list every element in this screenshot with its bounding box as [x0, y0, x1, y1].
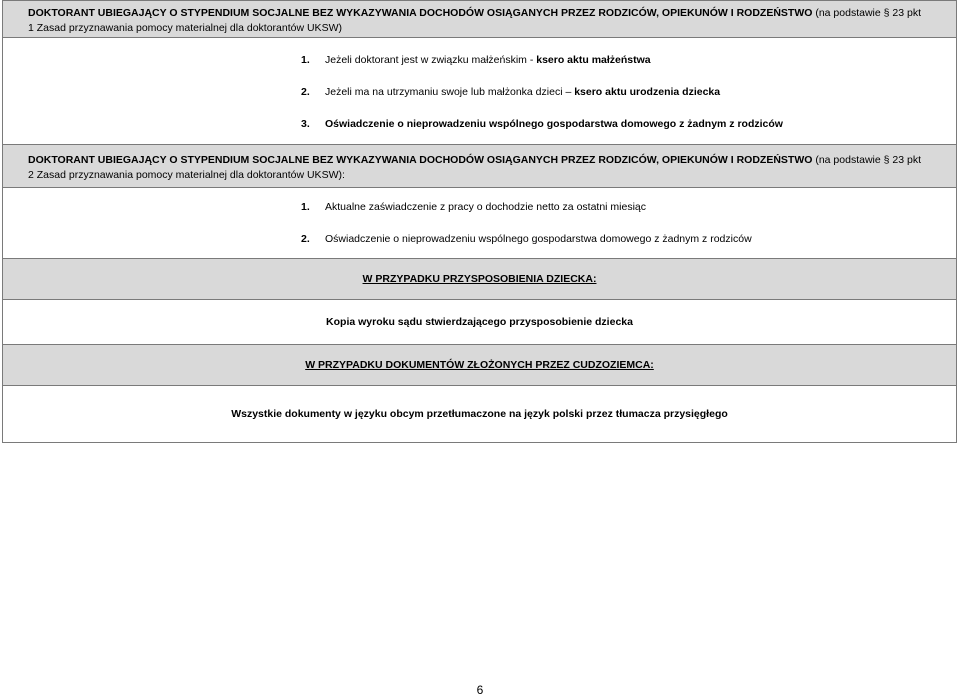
item-text: Oświadczenie o nieprowadzeniu wspólnego gospodarstwa domowego z żadnym z rodziców — [325, 233, 752, 245]
item-number: 2. — [301, 233, 310, 245]
section1-heading-cell — [3, 1, 957, 38]
foreign-heading: W PRZYPADKU DOKUMENTÓW ZŁOŻONYCH PRZEZ CUDZOZIEMCA: — [305, 359, 654, 371]
item-bold-text: Oświadczenie o nieprowadzeniu wspólnego gospodarstwa domowego z żadnym z rodziców — [325, 118, 783, 130]
list-item — [301, 117, 956, 131]
adoption-heading-row — [3, 259, 957, 300]
item-number: 1. — [301, 201, 310, 213]
list-item — [301, 200, 956, 214]
adoption-heading: W PRZYPADKU PRZYSPOSOBIENIA DZIECKA: — [362, 273, 597, 285]
item-bold-text: ksero aktu małżeństwa — [536, 54, 651, 66]
section2-items-row — [3, 188, 957, 259]
section2-items-cell — [3, 188, 957, 259]
item-text: Jeżeli doktorant jest w związku małżeńskim - — [325, 54, 537, 66]
list-item — [301, 85, 956, 99]
section1-items-cell — [3, 38, 957, 145]
section1-items-row — [3, 38, 957, 145]
foreign-body-row — [3, 386, 957, 443]
section2-list — [3, 200, 956, 246]
section1-list — [3, 53, 956, 131]
item-bold-text: ksero aktu urodzenia dziecka — [574, 86, 721, 98]
section2-heading-rest: (na podstawie § 23 pkt 2 Zasad przyznawania pomocy materialnej dla doktorantów UKSW): — [28, 153, 921, 181]
adoption-body: Kopia wyroku sądu stwierdzającego przysposobienie dziecka — [326, 316, 633, 328]
item-text: Jeżeli ma na utrzymaniu swoje lub małżonka dzieci – — [325, 86, 575, 98]
foreign-body-cell — [3, 386, 957, 443]
list-item — [301, 53, 956, 67]
foreign-body: Wszystkie dokumenty w języku obcym przetłumaczone na język polski przez tłumacza przysięgłego — [231, 408, 728, 420]
item-number: 1. — [301, 54, 310, 66]
item-text: Aktualne zaświadczenie z pracy o dochodzie netto za ostatni miesiąc — [325, 201, 647, 213]
page-number: 6 — [476, 683, 484, 697]
section1-heading-bold: DOKTORANT UBIEGAJĄCY O STYPENDIUM SOCJALNE BEZ WYKAZYWANIA DOCHODÓW OSIĄGANYCH PRZEZ RODZICÓW, OPIEKUNÓW I RODZEŃSTWO — [28, 6, 813, 19]
foreign-heading-row — [3, 345, 957, 386]
section2-heading — [3, 150, 956, 183]
requirements-table — [2, 0, 957, 443]
adoption-body-row — [3, 300, 957, 345]
adoption-heading-cell — [3, 259, 957, 300]
foreign-heading-cell — [3, 345, 957, 386]
item-number: 2. — [301, 86, 310, 98]
list-item — [301, 232, 956, 246]
section2-heading-cell — [3, 145, 957, 188]
section2-heading-row — [3, 145, 957, 188]
section1-heading-rest: (na podstawie § 23 pkt 1 Zasad przyznawania pomocy materialnej dla doktorantów UKSW) — [28, 6, 921, 34]
section2-heading-bold: DOKTORANT UBIEGAJĄCY O STYPENDIUM SOCJALNE BEZ WYKAZYWANIA DOCHODÓW OSIĄGANYCH PRZEZ RODZICÓW, OPIEKUNÓW I RODZEŃSTWO — [28, 153, 813, 166]
section1-heading — [3, 3, 956, 36]
adoption-body-cell — [3, 300, 957, 345]
section1-heading-row — [3, 1, 957, 38]
item-number: 3. — [301, 118, 310, 130]
